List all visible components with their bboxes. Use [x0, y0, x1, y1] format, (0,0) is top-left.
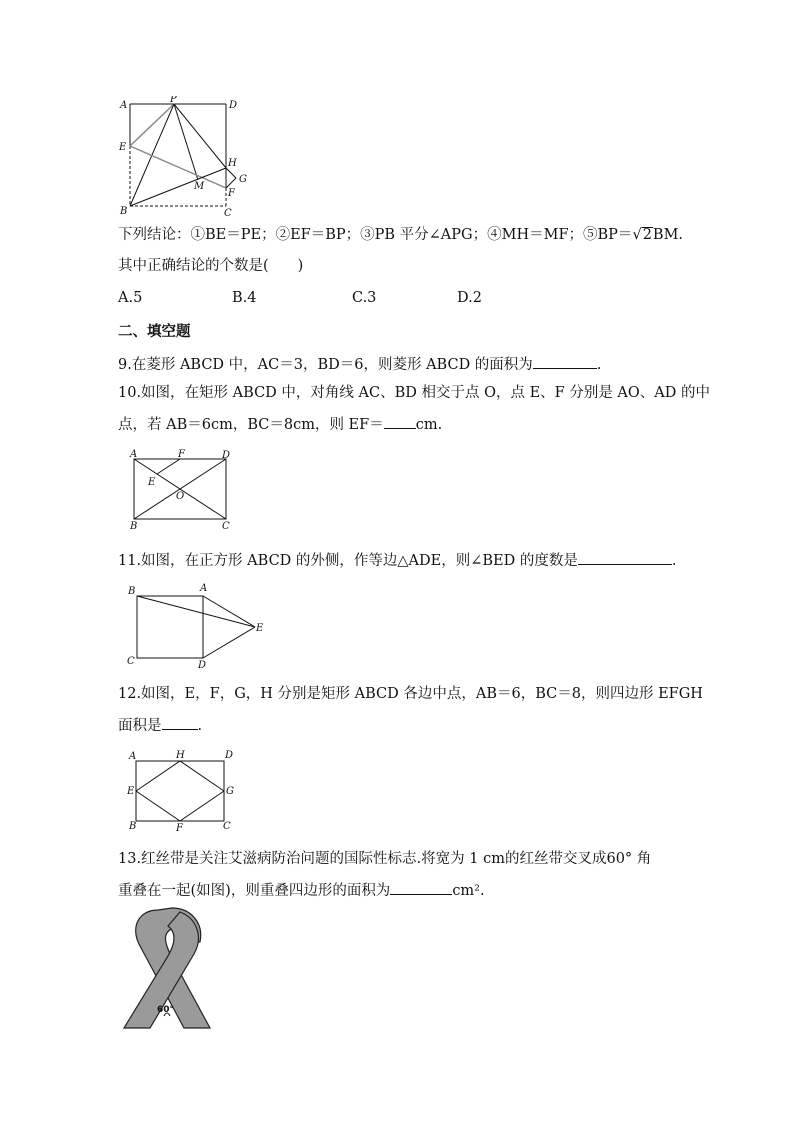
q12-label-b: B	[129, 821, 137, 832]
q10-label-c: C	[222, 521, 230, 532]
q12-figure	[124, 745, 246, 835]
q12-label-a: A	[129, 751, 137, 762]
q10-line1: 10.如图，在矩形 ABCD 中，对角线 AC、BD 相交于点 O，点 E、F 分别是 AO、AD 的中	[118, 385, 710, 401]
q11-label-e: E	[256, 623, 264, 634]
q10-figure	[124, 448, 244, 534]
q8-label-a: A	[120, 100, 128, 111]
q11-label-b: B	[128, 586, 136, 597]
option-c[interactable]: C.3	[352, 290, 377, 306]
q8-label-e: E	[119, 142, 127, 153]
q8-label-g: G	[239, 174, 247, 185]
q11-label-d: D	[198, 660, 207, 670]
q11-figure	[122, 580, 268, 670]
q10-line2: 点，若 AB＝6cm，BC＝8cm，则 EF＝ cm.	[118, 414, 442, 435]
q10-label-o: O	[176, 491, 185, 502]
sqrt-radicand: 2	[642, 227, 652, 243]
q13-ribbon-figure	[118, 906, 214, 1034]
q9-answer-blank[interactable]	[533, 354, 597, 369]
q12-label-e: E	[127, 786, 135, 797]
q10-label-f: F	[178, 449, 185, 460]
q8-question: 其中正确结论的个数是( )	[118, 258, 304, 274]
q8-label-h: H	[228, 158, 237, 169]
section-title: 二、填空题	[118, 324, 191, 340]
q13-angle-label: 60°	[157, 1005, 175, 1015]
q11-label-c: C	[127, 656, 135, 667]
q10-label-b: B	[130, 521, 138, 532]
q8-label-b: B	[120, 206, 128, 217]
option-d[interactable]: D.2	[457, 290, 482, 306]
q8-conclusions: 下列结论：①BE＝PE；②EF＝BP；③PB 平分∠APG；④MH＝MF；⑤BP＝√2BM.	[118, 227, 684, 243]
q11-text: 11.如图，在正方形 ABCD 的外侧，作等边△ADE，则∠BED 的度数是 .	[118, 550, 676, 571]
q8-label-p: P	[170, 96, 177, 105]
q8-label-f: F	[228, 188, 235, 199]
q8-label-c: C	[224, 208, 232, 219]
sqrt-symbol: √	[632, 227, 642, 243]
q13-answer-blank[interactable]	[390, 880, 452, 895]
q11-answer-blank[interactable]	[578, 550, 672, 565]
q8-figure	[116, 96, 252, 220]
q12-label-h: H	[176, 750, 185, 761]
q8-label-d: D	[229, 100, 238, 111]
option-a[interactable]: A.5	[118, 290, 143, 306]
q11-label-a: A	[200, 583, 208, 594]
q13-line1: 13.红丝带是关注艾滋病防治问题的国际性标志.将宽为 1 cm的红丝带交叉成60° 角	[118, 851, 652, 867]
q10-label-a: A	[130, 449, 138, 460]
q8-label-m: M	[194, 181, 205, 192]
q12-answer-blank[interactable]	[162, 715, 198, 730]
option-b[interactable]: B.4	[232, 290, 257, 306]
q10-label-d: D	[222, 450, 231, 461]
q12-label-d: D	[225, 750, 234, 761]
q12-label-c: C	[223, 821, 231, 832]
q12-label-g: G	[226, 786, 234, 797]
q10-answer-blank[interactable]	[384, 414, 416, 429]
q13-line2: 重叠在一起(如图)，则重叠四边形的面积为 cm².	[118, 880, 485, 901]
q9-text: 9.在菱形 ABCD 中，AC＝3，BD＝6，则菱形 ABCD 的面积为 .	[118, 354, 601, 375]
q12-label-f: F	[176, 823, 183, 834]
q12-line1: 12.如图，E，F，G，H 分别是矩形 ABCD 各边中点，AB＝6，BC＝8，则四边形 EFGH	[118, 686, 703, 702]
q10-label-e: E	[148, 477, 156, 488]
q12-line2: 面积是 .	[118, 715, 202, 736]
